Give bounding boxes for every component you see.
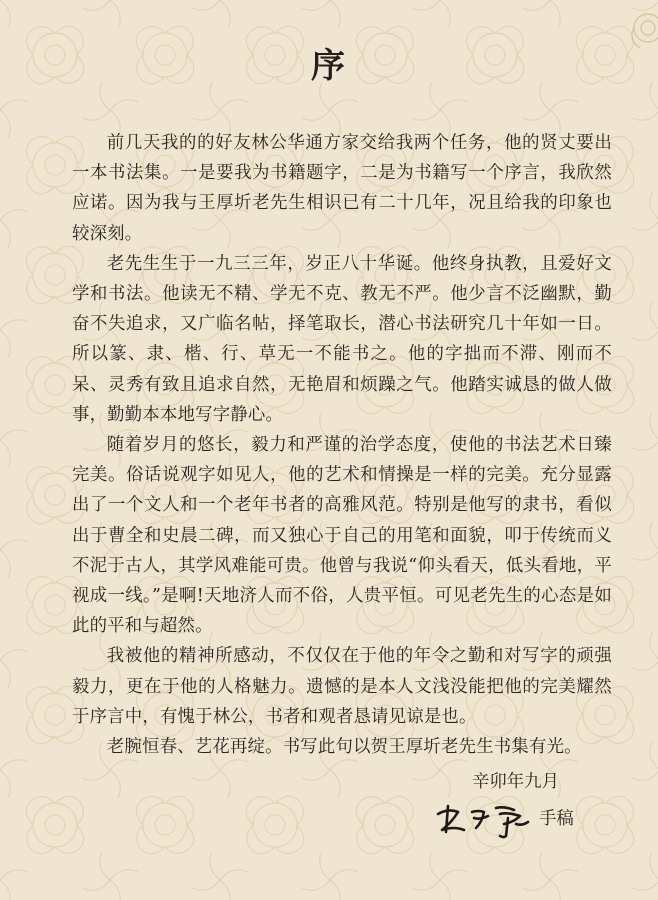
signature-block xyxy=(434,800,584,840)
paragraph-1: 前几天我的的好友林公华通方家交给我两个任务，他的贤丈要出一本书法集。一是要我为书籍题字，二是为书籍写一个序言，我欣然应诺。因为我与王厚圻老先生相识已有二十几年，况且给我的印象也较深刻。 xyxy=(72,133,612,244)
page-title: 序 xyxy=(311,46,347,86)
paragraph-5: 老腕恒春、艺花再绽。书写此句以贺王厚圻老先生书集有光。 xyxy=(106,737,582,758)
paragraph-4: 我被他的精神所感动，不仅仅在于他的年令之勤和对写字的顽强毅力，更在于他的人格魅力。遗憾的是本人文浅没能把他的完美耀然于序言中，有愧于林公，书者和观者恳请见谅是也。 xyxy=(72,646,612,727)
preface-body xyxy=(72,128,612,762)
paragraph-2: 老先生生于一九三三年，岁正八十华诞。他终身执教，且爱好文学和书法。他读无不精、学无不克、教无不严。他少言不泛幽默，勤奋不失追求，又广临名帖，择笔取长，潜心书法研究几十年如一日。所以篆、隶、楷、行、草无一不能书之。他的字拙而不滞、刚而不呆、灵秀有致且追求自然，无艳眉和烦躁之气。他踏实诚恳的做人做事，勤勤本本地写字静心。 xyxy=(72,253,612,425)
date-line: 辛卯年九月 xyxy=(472,772,559,792)
manuscript-label: 手稿 xyxy=(539,809,574,829)
handwritten-signature xyxy=(434,800,534,840)
paragraph-3: 随着岁月的悠长，毅力和严谨的治学态度，使他的书法艺术日臻完美。俗话说观字如见人，他的艺术和情操是一样的完美。充分显露出了一个文人和一个老年书者的高雅风范。特别是他写的隶书，看似出于曹全和史晨二碑，而又独心于自己的用笔和面貌，叩于传统而义不泥于古人，其学风难能可贵。他曾与我说“仰头看天，低头看地，平视成一线。”是啊!天地济人而不俗，人贵平恒。可见老先生的心态是如此的平和与超然。 xyxy=(72,435,612,637)
